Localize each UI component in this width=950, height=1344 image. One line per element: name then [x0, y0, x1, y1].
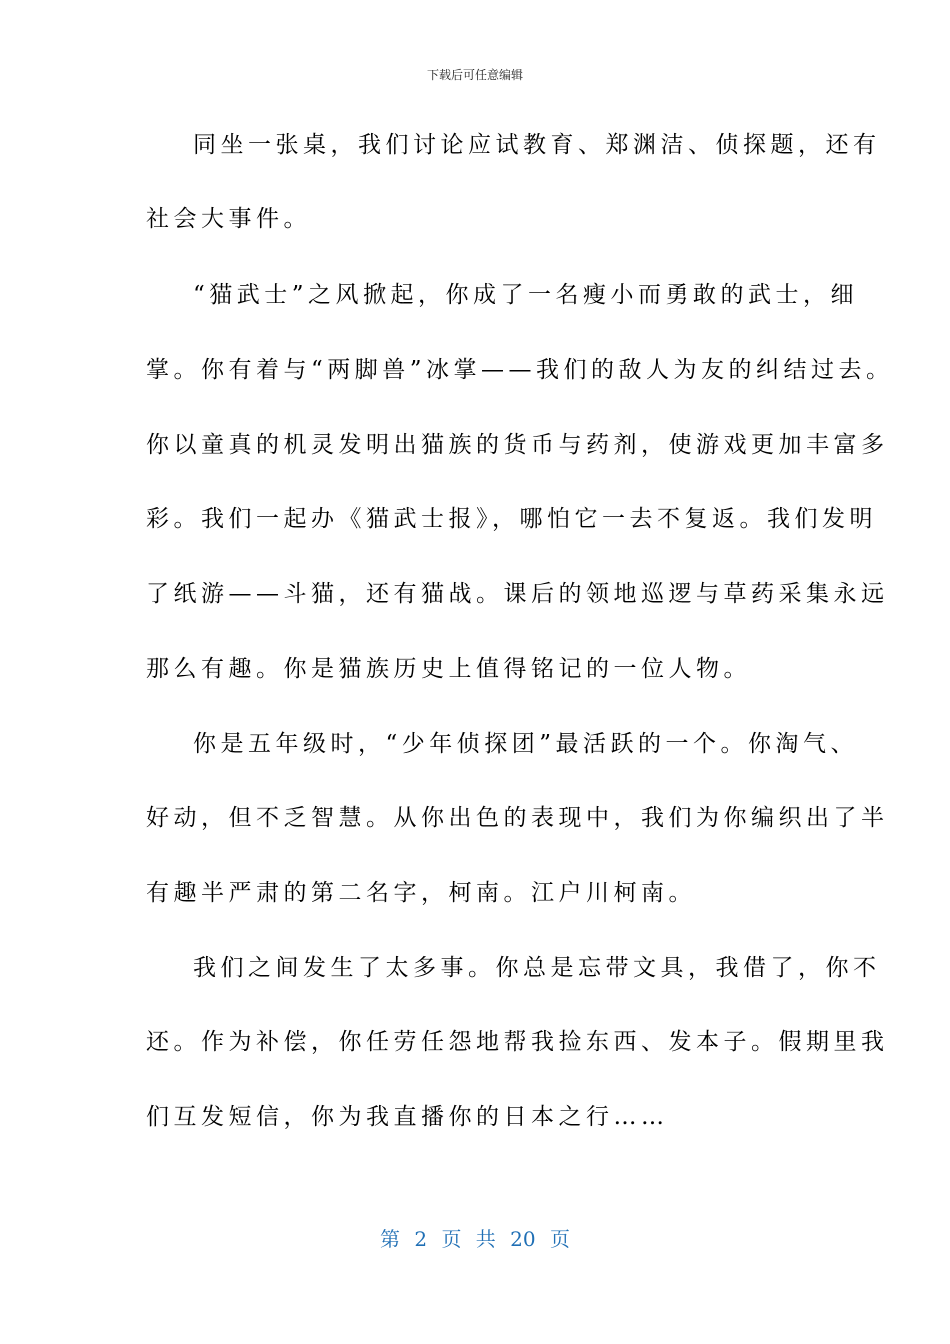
paragraph-line: “猫武士”之风掀起，你成了一名瘦小而勇敢的武士，细: [193, 282, 859, 308]
paragraph-line: 有趣半严肃的第二名字，柯南。江户川柯南。: [146, 880, 696, 906]
paragraph-line: 好动，但不乏智慧。从你出色的表现中，我们为你编织出了半: [146, 805, 889, 831]
paragraph-line: 同坐一张桌，我们讨论应试教育、郑渊洁、侦探题，还有: [193, 132, 881, 158]
page-number: 第 2 页 共 20 页: [380, 1227, 570, 1251]
paragraph-line: 彩。我们一起办《猫武士报》，哪怕它一去不复返。我们发明: [146, 506, 877, 532]
paragraph-line: 你以童真的机灵发明出猫族的货币与药剂，使游戏更加丰富多: [146, 432, 889, 458]
paragraph-line: 社会大事件。: [146, 206, 311, 232]
paragraph-line: 我们之间发生了太多事。你总是忘带文具，我借了，你不: [193, 955, 881, 981]
paragraph-line: 你是五年级时，“少年侦探团”最活跃的一个。你淘气、: [193, 731, 859, 757]
paragraph-line: 们互发短信，你为我直播你的日本之行……: [146, 1104, 669, 1130]
paragraph-line: 掌。你有着与“两脚兽”冰掌——我们的敌人为友的纠结过去。: [146, 357, 894, 383]
page-header: 下载后可任意编辑: [426, 68, 523, 82]
paragraph-line: 那么有趣。你是猫族历史上值得铭记的一位人物。: [146, 656, 751, 682]
paragraph-line: 了纸游——斗猫，还有猫战。课后的领地巡逻与草药采集永远: [146, 581, 889, 607]
paragraph-line: 还。作为补偿，你任劳任怨地帮我捡东西、发本子。假期里我: [146, 1029, 889, 1055]
